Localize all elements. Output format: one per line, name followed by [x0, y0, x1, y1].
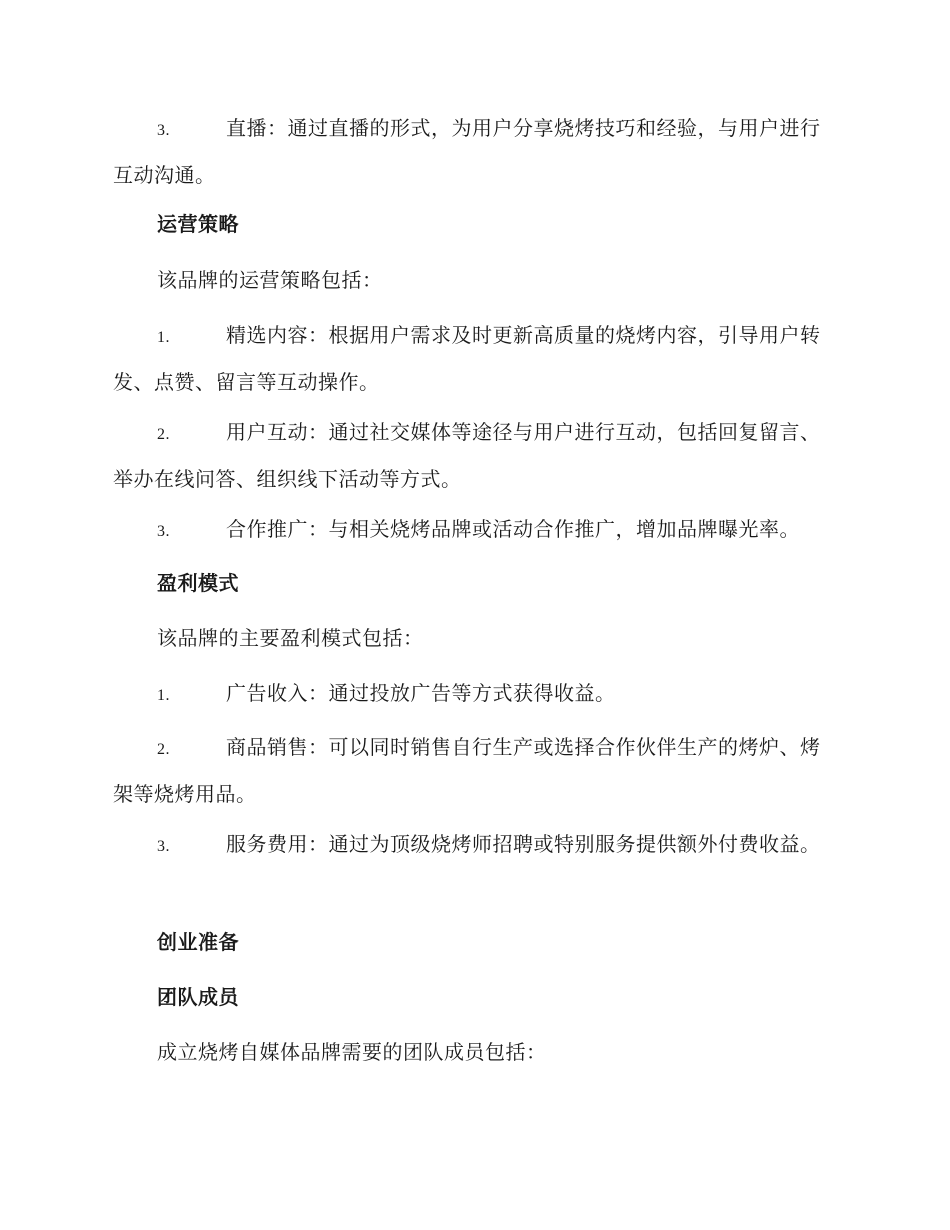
paragraph-team-intro: 成立烧烤自媒体品牌需要的团队成员包括：	[157, 1040, 547, 1064]
list-text: 合作推广：与相关烧烤品牌或活动合作推广，增加品牌曝光率。	[226, 517, 800, 541]
list-number: 2.	[157, 741, 170, 758]
list-item-ads	[113, 671, 835, 718]
list-text: 精选内容：根据用户需求及时更新高质量的烧烤内容，引导用户转发、点赞、留言等互动操作。	[113, 323, 821, 394]
list-text: 广告收入：通过投放广告等方式获得收益。	[226, 681, 616, 705]
paragraph-operations-intro: 该品牌的运营策略包括：	[157, 268, 383, 292]
section-heading-startup-prep: 创业准备	[157, 930, 239, 954]
section-heading-revenue: 盈利模式	[157, 571, 239, 595]
list-item-sales	[113, 725, 835, 816]
list-text: 商品销售：可以同时销售自行生产或选择合作伙伴生产的烤炉、烤架等烧烤用品。	[113, 735, 821, 806]
paragraph-revenue-intro: 该品牌的主要盈利模式包括：	[157, 626, 424, 650]
list-text: 直播：通过直播的形式，为用户分享烧烤技巧和经验，与用户进行互动沟通。	[113, 116, 821, 187]
list-text: 服务费用：通过为顶级烧烤师招聘或特别服务提供额外付费收益。	[226, 832, 821, 856]
section-heading-team: 团队成员	[157, 985, 239, 1009]
list-item-service-fees	[113, 822, 835, 869]
list-number: 1.	[157, 329, 170, 346]
list-number: 3.	[157, 122, 170, 139]
list-item-cooperation	[113, 507, 835, 554]
list-number: 2.	[157, 426, 170, 443]
list-item-curated-content	[113, 313, 835, 404]
list-text: 用户互动：通过社交媒体等途径与用户进行互动，包括回复留言、举办在线问答、组织线下活动等方式。	[113, 420, 821, 491]
list-number: 1.	[157, 687, 170, 704]
list-number: 3.	[157, 838, 170, 855]
list-item-user-interaction	[113, 410, 835, 501]
list-item-livestream	[113, 106, 835, 197]
section-heading-operations: 运营策略	[157, 212, 239, 236]
list-number: 3.	[157, 523, 170, 540]
